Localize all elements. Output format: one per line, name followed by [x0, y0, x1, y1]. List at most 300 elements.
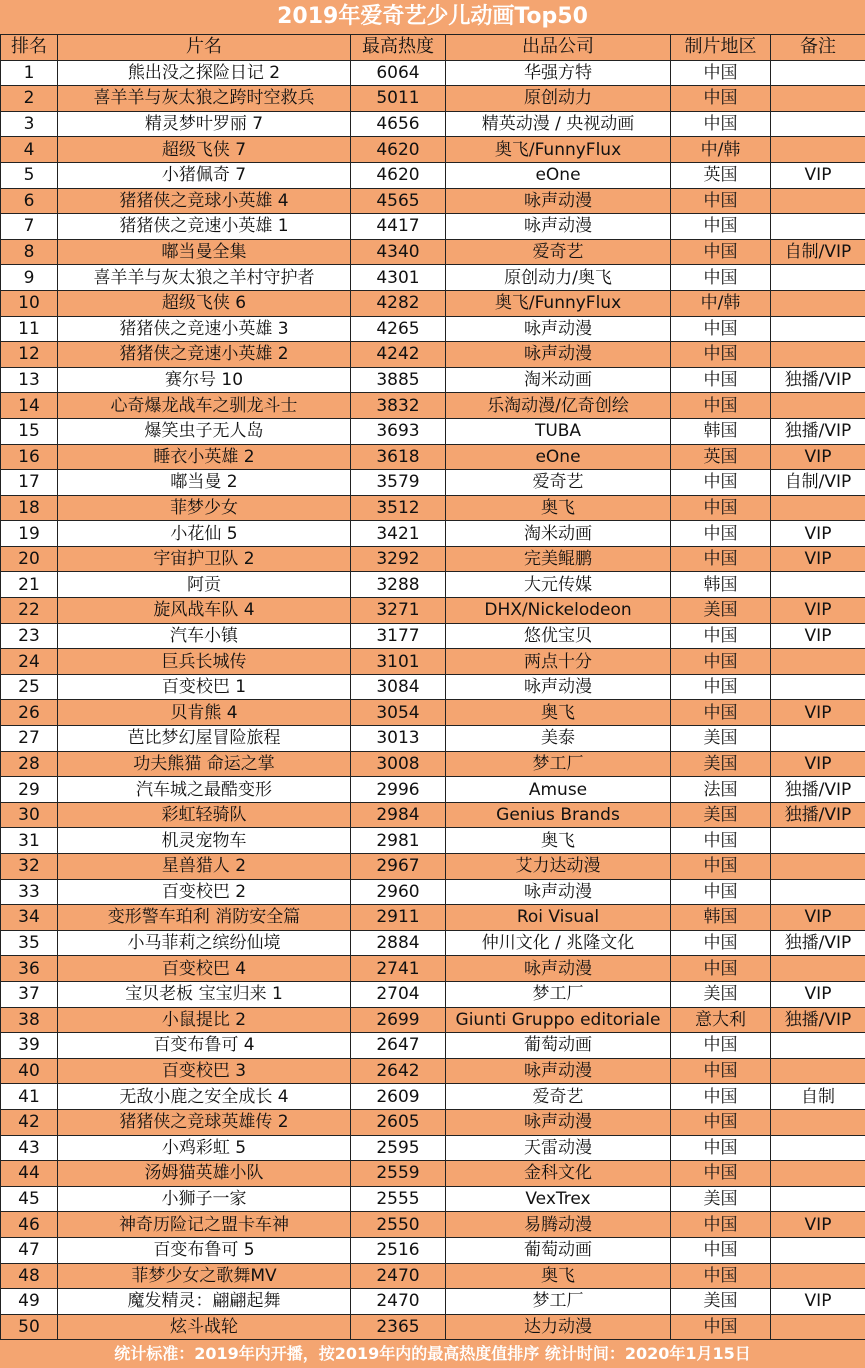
cell-heat: 2470	[351, 1289, 446, 1315]
table-body	[1, 60, 865, 1340]
cell-note: 独播/VIP	[771, 802, 865, 828]
cell-title: 彩虹轻骑队	[58, 802, 351, 828]
cell-rank: 46	[1, 1212, 58, 1238]
table-row	[1, 598, 865, 624]
cell-region: 中国	[671, 1212, 771, 1238]
cell-rank: 29	[1, 777, 58, 803]
cell-company: TUBA	[446, 418, 671, 444]
cell-rank: 50	[1, 1314, 58, 1340]
cell-rank: 33	[1, 879, 58, 905]
cell-heat: 4620	[351, 137, 446, 163]
cell-heat: 4417	[351, 214, 446, 240]
cell-heat: 2516	[351, 1237, 446, 1263]
cell-rank: 37	[1, 981, 58, 1007]
cell-heat: 3013	[351, 726, 446, 752]
cell-rank: 17	[1, 470, 58, 496]
cell-heat: 3832	[351, 393, 446, 419]
cell-rank: 26	[1, 700, 58, 726]
cell-note: 独播/VIP	[771, 930, 865, 956]
cell-title: 变形警车珀利 消防安全篇	[58, 905, 351, 931]
cell-rank: 39	[1, 1033, 58, 1059]
table-row	[1, 1212, 865, 1238]
cell-region: 中国	[671, 1263, 771, 1289]
cell-title: 嘟当曼 2	[58, 470, 351, 496]
cell-heat: 3693	[351, 418, 446, 444]
cell-rank: 20	[1, 546, 58, 572]
cell-company: eOne	[446, 444, 671, 470]
cell-region: 中国	[671, 60, 771, 86]
cell-note	[771, 1314, 865, 1340]
table-row	[1, 239, 865, 265]
cell-note: VIP	[771, 546, 865, 572]
cell-title: 宝贝老板 宝宝归来 1	[58, 981, 351, 1007]
cell-region: 中国	[671, 265, 771, 291]
cell-company: 淘米动画	[446, 367, 671, 393]
cell-heat: 2550	[351, 1212, 446, 1238]
cell-region: 中国	[671, 214, 771, 240]
cell-region: 美国	[671, 598, 771, 624]
table-footer: 统计标准：2019年内开播，按2019年内的最高热度值排序 统计时间：2020年1月15日	[0, 1340, 865, 1368]
table-row	[1, 674, 865, 700]
cell-rank: 19	[1, 521, 58, 547]
cell-note	[771, 854, 865, 880]
cell-rank: 34	[1, 905, 58, 931]
cell-title: 菲梦少女之歌舞MV	[58, 1263, 351, 1289]
cell-heat: 2884	[351, 930, 446, 956]
cell-title: 星兽猎人 2	[58, 854, 351, 880]
cell-rank: 21	[1, 572, 58, 598]
cell-title: 百变校巴 3	[58, 1058, 351, 1084]
cell-region: 美国	[671, 1289, 771, 1315]
cell-region: 中国	[671, 367, 771, 393]
cell-title: 百变校巴 1	[58, 674, 351, 700]
table-row	[1, 956, 865, 982]
cell-company: 奥飞/FunnyFlux	[446, 290, 671, 316]
cell-note: VIP	[771, 1212, 865, 1238]
cell-company: Giunti Gruppo editoriale	[446, 1007, 671, 1033]
cell-region: 中国	[671, 623, 771, 649]
cell-region: 中/韩	[671, 290, 771, 316]
table-row	[1, 751, 865, 777]
table-row	[1, 393, 865, 419]
cell-heat: 2984	[351, 802, 446, 828]
cell-note: 自制/VIP	[771, 239, 865, 265]
cell-rank: 48	[1, 1263, 58, 1289]
cell-company: 完美鲲鹏	[446, 546, 671, 572]
cell-region: 中/韩	[671, 137, 771, 163]
cell-heat: 4242	[351, 342, 446, 368]
cell-region: 法国	[671, 777, 771, 803]
cell-heat: 4265	[351, 316, 446, 342]
cell-company: 咏声动漫	[446, 956, 671, 982]
cell-company: 精英动漫 / 央视动画	[446, 111, 671, 137]
cell-rank: 23	[1, 623, 58, 649]
cell-company: 华强方特	[446, 60, 671, 86]
cell-rank: 3	[1, 111, 58, 137]
cell-heat: 5011	[351, 86, 446, 112]
table-row	[1, 623, 865, 649]
cell-note	[771, 342, 865, 368]
cell-note	[771, 60, 865, 86]
table-row	[1, 1186, 865, 1212]
cell-region: 英国	[671, 162, 771, 188]
cell-company: 奥飞/FunnyFlux	[446, 137, 671, 163]
cell-region: 中国	[671, 546, 771, 572]
cell-note	[771, 188, 865, 214]
cell-region: 中国	[671, 879, 771, 905]
table-row	[1, 1084, 865, 1110]
cell-company: 达力动漫	[446, 1314, 671, 1340]
cell-title: 小花仙 5	[58, 521, 351, 547]
cell-region: 美国	[671, 751, 771, 777]
cell-heat: 2605	[351, 1109, 446, 1135]
cell-company: 咏声动漫	[446, 1109, 671, 1135]
cell-note	[771, 265, 865, 291]
table-row	[1, 930, 865, 956]
header-region: 制片地区	[671, 35, 771, 61]
cell-heat: 2559	[351, 1161, 446, 1187]
cell-note	[771, 1109, 865, 1135]
cell-region: 中国	[671, 1058, 771, 1084]
cell-region: 中国	[671, 470, 771, 496]
cell-title: 心奇爆龙战车之驯龙斗士	[58, 393, 351, 419]
header-row	[1, 35, 865, 61]
table-row	[1, 1058, 865, 1084]
cell-rank: 14	[1, 393, 58, 419]
cell-title: 百变布鲁可 5	[58, 1237, 351, 1263]
table-row	[1, 1289, 865, 1315]
cell-heat: 2647	[351, 1033, 446, 1059]
cell-rank: 4	[1, 137, 58, 163]
cell-region: 中国	[671, 700, 771, 726]
cell-company: VexTrex	[446, 1186, 671, 1212]
table-row	[1, 188, 865, 214]
cell-company: 大元传媒	[446, 572, 671, 598]
cell-region: 中国	[671, 1033, 771, 1059]
cell-region: 美国	[671, 802, 771, 828]
cell-rank: 43	[1, 1135, 58, 1161]
cell-company: 悠优宝贝	[446, 623, 671, 649]
cell-region: 中国	[671, 956, 771, 982]
cell-title: 百变布鲁可 4	[58, 1033, 351, 1059]
cell-note	[771, 495, 865, 521]
cell-rank: 41	[1, 1084, 58, 1110]
table-row	[1, 1237, 865, 1263]
cell-title: 汽车小镇	[58, 623, 351, 649]
cell-heat: 3054	[351, 700, 446, 726]
cell-note	[771, 828, 865, 854]
cell-title: 猪猪侠之竞速小英雄 2	[58, 342, 351, 368]
cell-title: 小猪佩奇 7	[58, 162, 351, 188]
cell-rank: 12	[1, 342, 58, 368]
cell-rank: 28	[1, 751, 58, 777]
cell-heat: 2365	[351, 1314, 446, 1340]
table-title: 2019年爱奇艺少儿动画Top50	[0, 0, 865, 34]
cell-company: 奥飞	[446, 828, 671, 854]
cell-rank: 47	[1, 1237, 58, 1263]
cell-company: 奥飞	[446, 700, 671, 726]
cell-note	[771, 111, 865, 137]
cell-company: Genius Brands	[446, 802, 671, 828]
cell-title: 魔发精灵：翩翩起舞	[58, 1289, 351, 1315]
table-row	[1, 546, 865, 572]
cell-rank: 35	[1, 930, 58, 956]
table-row	[1, 777, 865, 803]
cell-note: VIP	[771, 623, 865, 649]
cell-note: 自制	[771, 1084, 865, 1110]
cell-title: 嘟当曼全集	[58, 239, 351, 265]
cell-company: 爱奇艺	[446, 239, 671, 265]
cell-company: 咏声动漫	[446, 214, 671, 240]
table-row	[1, 495, 865, 521]
ranking-table	[0, 34, 865, 1340]
cell-rank: 1	[1, 60, 58, 86]
cell-region: 意大利	[671, 1007, 771, 1033]
header-note: 备注	[771, 35, 865, 61]
cell-heat: 4282	[351, 290, 446, 316]
cell-heat: 4620	[351, 162, 446, 188]
cell-region: 中国	[671, 1109, 771, 1135]
cell-title: 爆笑虫子无人岛	[58, 418, 351, 444]
cell-rank: 7	[1, 214, 58, 240]
cell-company: 咏声动漫	[446, 1058, 671, 1084]
cell-heat: 2741	[351, 956, 446, 982]
cell-region: 中国	[671, 342, 771, 368]
cell-company: 咏声动漫	[446, 316, 671, 342]
cell-note	[771, 1237, 865, 1263]
cell-company: 淘米动画	[446, 521, 671, 547]
cell-heat: 2699	[351, 1007, 446, 1033]
table-row	[1, 137, 865, 163]
cell-rank: 38	[1, 1007, 58, 1033]
cell-note	[771, 1263, 865, 1289]
cell-note: VIP	[771, 700, 865, 726]
cell-company: Amuse	[446, 777, 671, 803]
table-row	[1, 879, 865, 905]
cell-company: DHX/Nickelodeon	[446, 598, 671, 624]
cell-heat: 4565	[351, 188, 446, 214]
cell-title: 小马菲莉之缤纷仙境	[58, 930, 351, 956]
cell-heat: 3512	[351, 495, 446, 521]
cell-region: 韩国	[671, 572, 771, 598]
cell-rank: 30	[1, 802, 58, 828]
cell-title: 阿贡	[58, 572, 351, 598]
cell-rank: 16	[1, 444, 58, 470]
cell-title: 熊出没之探险日记 2	[58, 60, 351, 86]
cell-rank: 22	[1, 598, 58, 624]
cell-title: 百变校巴 2	[58, 879, 351, 905]
cell-title: 无敌小鹿之安全成长 4	[58, 1084, 351, 1110]
cell-heat: 2704	[351, 981, 446, 1007]
cell-heat: 2960	[351, 879, 446, 905]
cell-title: 猪猪侠之竞速小英雄 3	[58, 316, 351, 342]
table-row	[1, 214, 865, 240]
table-row	[1, 828, 865, 854]
cell-rank: 42	[1, 1109, 58, 1135]
cell-company: Roi Visual	[446, 905, 671, 931]
cell-company: 金科文化	[446, 1161, 671, 1187]
cell-title: 喜羊羊与灰太狼之羊村守护者	[58, 265, 351, 291]
cell-company: 原创动力	[446, 86, 671, 112]
cell-company: 两点十分	[446, 649, 671, 675]
cell-company: 易腾动漫	[446, 1212, 671, 1238]
cell-heat: 3084	[351, 674, 446, 700]
cell-note	[771, 956, 865, 982]
cell-heat: 4340	[351, 239, 446, 265]
cell-heat: 3885	[351, 367, 446, 393]
cell-note	[771, 86, 865, 112]
cell-heat: 3421	[351, 521, 446, 547]
cell-company: 咏声动漫	[446, 188, 671, 214]
cell-heat: 3177	[351, 623, 446, 649]
cell-region: 美国	[671, 981, 771, 1007]
cell-title: 小狮子一家	[58, 1186, 351, 1212]
cell-heat: 3101	[351, 649, 446, 675]
cell-heat: 3579	[351, 470, 446, 496]
cell-note	[771, 1033, 865, 1059]
header-company: 出品公司	[446, 35, 671, 61]
cell-note: VIP	[771, 751, 865, 777]
table-row	[1, 981, 865, 1007]
cell-region: 中国	[671, 674, 771, 700]
cell-region: 中国	[671, 1135, 771, 1161]
cell-note	[771, 393, 865, 419]
cell-heat: 3008	[351, 751, 446, 777]
cell-rank: 15	[1, 418, 58, 444]
table-row	[1, 60, 865, 86]
cell-rank: 36	[1, 956, 58, 982]
cell-company: 奥飞	[446, 1263, 671, 1289]
cell-note: VIP	[771, 521, 865, 547]
cell-company: 咏声动漫	[446, 342, 671, 368]
cell-heat: 2642	[351, 1058, 446, 1084]
cell-title: 菲梦少女	[58, 495, 351, 521]
cell-heat: 2911	[351, 905, 446, 931]
cell-note: 独播/VIP	[771, 777, 865, 803]
cell-title: 赛尔号 10	[58, 367, 351, 393]
cell-title: 小鼠提比 2	[58, 1007, 351, 1033]
cell-company: eOne	[446, 162, 671, 188]
table-row	[1, 367, 865, 393]
table-row	[1, 649, 865, 675]
cell-heat: 2595	[351, 1135, 446, 1161]
cell-company: 奥飞	[446, 495, 671, 521]
cell-rank: 8	[1, 239, 58, 265]
cell-note: VIP	[771, 598, 865, 624]
cell-title: 超级飞侠 7	[58, 137, 351, 163]
cell-region: 中国	[671, 1314, 771, 1340]
cell-note	[771, 316, 865, 342]
table-row	[1, 111, 865, 137]
cell-company: 咏声动漫	[446, 879, 671, 905]
cell-company: 咏声动漫	[446, 674, 671, 700]
cell-region: 中国	[671, 393, 771, 419]
cell-company: 爱奇艺	[446, 1084, 671, 1110]
table-row	[1, 521, 865, 547]
cell-rank: 6	[1, 188, 58, 214]
cell-company: 梦工厂	[446, 751, 671, 777]
cell-heat: 2967	[351, 854, 446, 880]
cell-title: 贝肯熊 4	[58, 700, 351, 726]
cell-rank: 27	[1, 726, 58, 752]
cell-title: 小鸡彩虹 5	[58, 1135, 351, 1161]
cell-rank: 13	[1, 367, 58, 393]
cell-note	[771, 1135, 865, 1161]
cell-note: VIP	[771, 905, 865, 931]
cell-region: 中国	[671, 930, 771, 956]
cell-company: 梦工厂	[446, 981, 671, 1007]
cell-company: 仲川文化 / 兆隆文化	[446, 930, 671, 956]
header-heat: 最高热度	[351, 35, 446, 61]
cell-title: 猪猪侠之竞球英雄传 2	[58, 1109, 351, 1135]
cell-rank: 9	[1, 265, 58, 291]
cell-title: 猪猪侠之竞球小英雄 4	[58, 188, 351, 214]
cell-company: 梦工厂	[446, 1289, 671, 1315]
cell-heat: 6064	[351, 60, 446, 86]
cell-company: 葡萄动画	[446, 1237, 671, 1263]
cell-title: 旋风战车队 4	[58, 598, 351, 624]
table-row	[1, 1033, 865, 1059]
cell-rank: 2	[1, 86, 58, 112]
cell-rank: 11	[1, 316, 58, 342]
cell-title: 百变校巴 4	[58, 956, 351, 982]
cell-region: 中国	[671, 521, 771, 547]
cell-note	[771, 1058, 865, 1084]
table-row	[1, 802, 865, 828]
cell-company: 原创动力/奥飞	[446, 265, 671, 291]
table-row	[1, 418, 865, 444]
cell-region: 中国	[671, 86, 771, 112]
table-row	[1, 1007, 865, 1033]
table-row	[1, 1161, 865, 1187]
cell-heat: 3271	[351, 598, 446, 624]
cell-region: 英国	[671, 444, 771, 470]
cell-region: 美国	[671, 1186, 771, 1212]
cell-note	[771, 572, 865, 598]
cell-region: 中国	[671, 1084, 771, 1110]
cell-title: 喜羊羊与灰太狼之跨时空救兵	[58, 86, 351, 112]
cell-note: VIP	[771, 1289, 865, 1315]
cell-rank: 10	[1, 290, 58, 316]
cell-region: 中国	[671, 111, 771, 137]
cell-note	[771, 726, 865, 752]
table-row	[1, 700, 865, 726]
cell-note	[771, 649, 865, 675]
cell-note	[771, 214, 865, 240]
cell-title: 机灵宠物车	[58, 828, 351, 854]
cell-title: 功夫熊猫 命运之掌	[58, 751, 351, 777]
table-row	[1, 162, 865, 188]
cell-note	[771, 674, 865, 700]
cell-rank: 24	[1, 649, 58, 675]
cell-rank: 18	[1, 495, 58, 521]
cell-region: 韩国	[671, 418, 771, 444]
cell-heat: 2981	[351, 828, 446, 854]
header-rank: 排名	[1, 35, 58, 61]
cell-region: 韩国	[671, 905, 771, 931]
table-row	[1, 470, 865, 496]
cell-note: 独播/VIP	[771, 367, 865, 393]
cell-region: 中国	[671, 495, 771, 521]
cell-region: 中国	[671, 1237, 771, 1263]
table-row	[1, 572, 865, 598]
cell-rank: 31	[1, 828, 58, 854]
cell-note: VIP	[771, 444, 865, 470]
cell-title: 宇宙护卫队 2	[58, 546, 351, 572]
cell-title: 巨兵长城传	[58, 649, 351, 675]
cell-region: 中国	[671, 1161, 771, 1187]
cell-note	[771, 879, 865, 905]
